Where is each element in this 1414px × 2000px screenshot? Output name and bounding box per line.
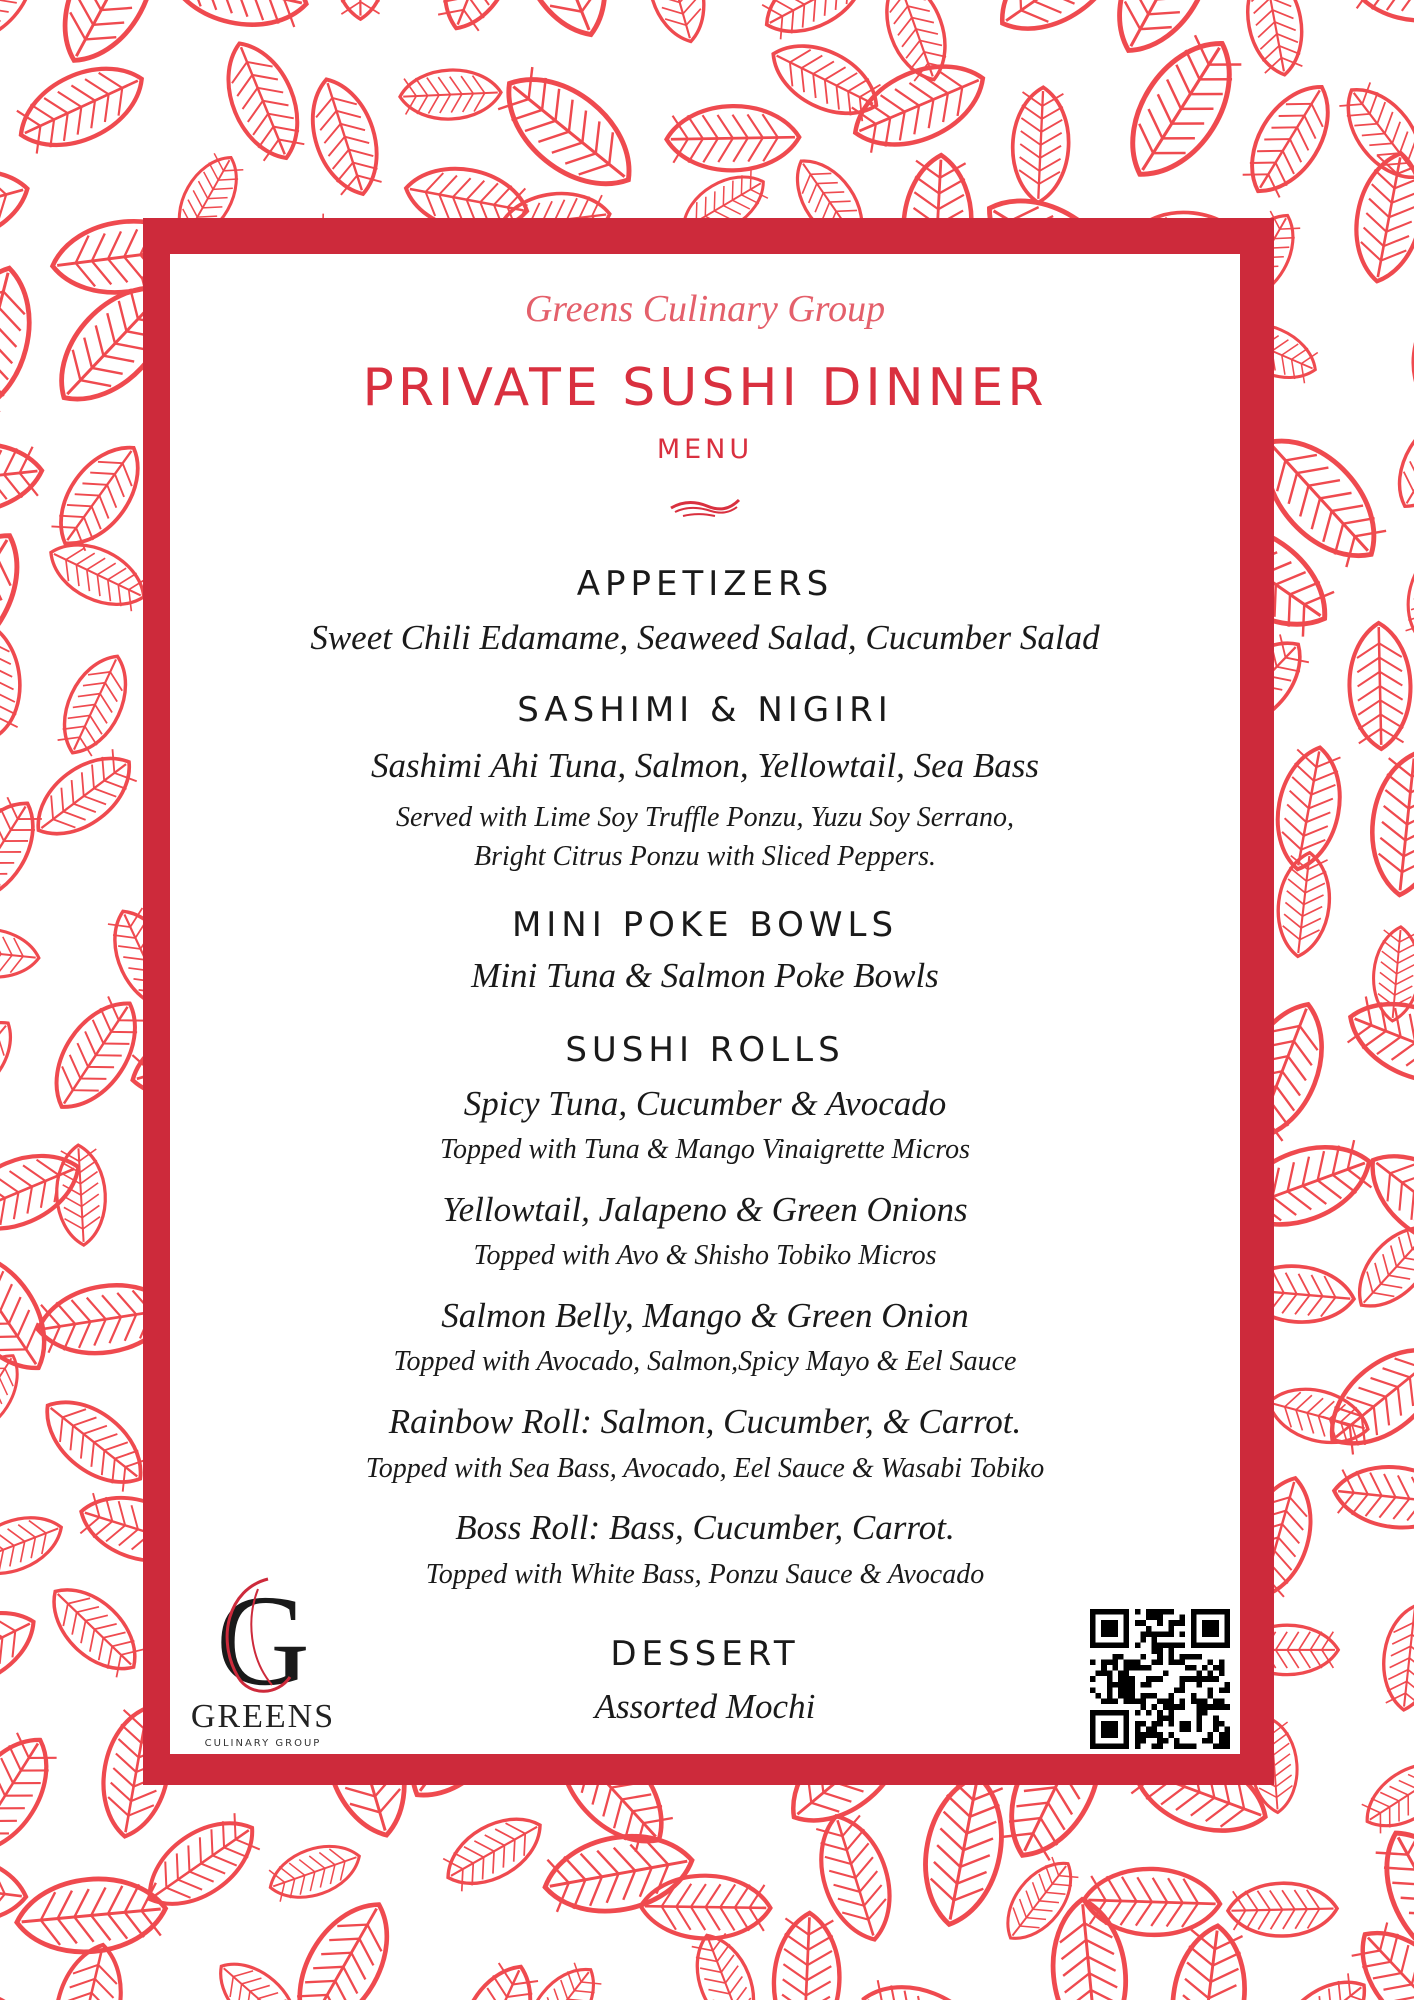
roll-name: Yellowtail, Jalapeno & Green Onions — [442, 1190, 968, 1229]
menu-item: Sweet Chili Edamame, Seaweed Salad, Cucumber Salad — [310, 618, 1100, 657]
logo-tagline: CULINARY GROUP — [204, 1738, 322, 1749]
section-heading-poke: MINI POKE BOWLS — [511, 905, 899, 945]
leaf-motif — [49, 645, 141, 763]
leaf-motif — [1383, 402, 1414, 519]
leaf-motif — [299, 71, 391, 203]
leaf-motif — [263, 1835, 367, 1909]
menu-item: Assorted Mochi — [594, 1687, 816, 1726]
leaf-motif — [852, 1970, 994, 2000]
leaf-motif — [0, 1723, 67, 1869]
leaf-motif — [993, 1850, 1086, 1952]
leaf-motif — [1233, 72, 1347, 207]
leaf-motif — [0, 437, 46, 519]
leaf-motif — [7, 50, 155, 164]
roll-topping: Topped with Avocado, Salmon,Spicy Mayo & Eel Sauce — [393, 1346, 1017, 1377]
menu-subtitle: MENU — [656, 434, 754, 465]
brand-name: Greens Culinary Group — [524, 288, 886, 330]
menu-item: Sashimi Ahi Tuna, Salmon, Yellowtail, Sea Bass — [370, 746, 1039, 785]
leaf-motif — [1343, 1211, 1414, 1322]
leaf-motif — [0, 0, 50, 57]
leaf-motif — [0, 1990, 21, 2000]
leaf-motif — [1227, 1882, 1337, 1937]
menu-card — [170, 254, 1240, 1754]
leaf-motif — [399, 68, 502, 121]
leaf-motif — [0, 1594, 47, 1705]
leaf-motif — [1370, 925, 1414, 1023]
leaf-motif — [1083, 1867, 1221, 1937]
leaf-motif — [37, 1572, 152, 1686]
leaf-motif — [983, 0, 1138, 51]
leaf-motif — [0, 1235, 66, 1387]
leaf-motif — [133, 1803, 270, 1924]
leaf-motif — [212, 32, 314, 169]
menu-item-note: Bright Citrus Ponzu with Sliced Peppers. — [474, 841, 936, 872]
leaf-motif — [1379, 1603, 1414, 1712]
leaf-motif — [0, 1848, 30, 1928]
leaf-motif — [22, 740, 146, 852]
roll-name: Salmon Belly, Mango & Green Onion — [441, 1296, 969, 1335]
leaf-motif — [499, 0, 625, 48]
leaf-motif — [1263, 1965, 1380, 2000]
leaf-motif — [754, 0, 877, 48]
menu-item: Mini Tuna & Salmon Poke Bowls — [471, 956, 939, 995]
leaf-motif — [206, 1948, 311, 2000]
roll-topping: Topped with Tuna & Mango Vinaigrette Micros — [440, 1134, 970, 1165]
leaf-motif — [0, 157, 36, 257]
section-heading-sashimi: SASHIMI & NIGIRI — [517, 690, 893, 730]
leaf-motif — [30, 1383, 158, 1501]
logo-wordmark: GREENS — [190, 1698, 336, 1735]
flourish-ornament-icon — [669, 492, 741, 522]
leaf-motif — [334, 0, 387, 19]
leaf-motif — [1354, 1749, 1414, 1842]
leaf-motif — [0, 39, 7, 147]
leaf-motif — [0, 789, 51, 916]
leaf-motif — [443, 1954, 547, 2000]
qr-code-icon[interactable] — [1090, 1609, 1230, 1749]
leaf-motif — [1346, 147, 1414, 287]
leaf-motif — [0, 1008, 27, 1116]
leaf-motif — [1312, 1328, 1414, 1466]
leaf-motif — [638, 0, 715, 48]
leaf-motif — [429, 0, 530, 39]
roll-name: Rainbow Roll: Salmon, Cucumber, & Carrot. — [388, 1402, 1022, 1441]
leaf-motif — [1403, 287, 1414, 414]
leaf-motif — [771, 1911, 842, 2000]
roll-name: Boss Roll: Bass, Cucumber, Carrot. — [455, 1508, 955, 1547]
menu-item-note: Served with Lime Soy Truffle Ponzu, Yuzu Soy Serrano, — [395, 802, 1015, 833]
leaf-motif — [278, 1887, 409, 2000]
leaf-motif — [43, 0, 176, 77]
leaf-motif — [14, 1873, 169, 1959]
leaf-motif — [0, 620, 25, 737]
leaf-motif — [40, 530, 154, 619]
leaf-motif — [666, 105, 800, 171]
leaf-motif — [1273, 850, 1335, 959]
leaf-motif — [0, 925, 41, 982]
leaf-motif — [1350, 0, 1414, 24]
roll-topping: Topped with White Bass, Ponzu Sauce & Avocado — [425, 1559, 985, 1590]
roll-topping: Topped with Avo & Shisho Tobiko Micros — [473, 1240, 937, 1271]
section-heading-dessert: DESSERT — [610, 1634, 800, 1674]
section-heading-appetizers: APPETIZERS — [576, 564, 834, 604]
leaf-motif — [1331, 1461, 1414, 1534]
leaf-motif — [435, 1803, 552, 1900]
leaf-motif — [842, 47, 996, 163]
leaf-motif — [1010, 86, 1071, 204]
roll-topping: Topped with Sea Bass, Avocado, Eel Sauce & Wasabi Tobiko — [365, 1453, 1045, 1484]
leaf-motif — [913, 1769, 1013, 1931]
leaf-motif — [42, 431, 157, 560]
leaf-motif — [0, 259, 44, 421]
leaf-motif — [1239, 0, 1310, 80]
leaf-motif — [161, 0, 314, 37]
leaf-motif — [1365, 750, 1414, 898]
leaf-motif — [539, 1825, 699, 1923]
leaf-motif — [1348, 622, 1412, 749]
leaf-motif — [0, 1504, 70, 1586]
menu-title: PRIVATE SUSHI DINNER — [362, 358, 1048, 418]
leaf-motif — [1398, 541, 1414, 646]
section-heading-sushi-rolls: SUSHI ROLLS — [565, 1030, 845, 1070]
leaf-motif — [761, 29, 889, 130]
svg-text:G: G — [216, 1569, 310, 1713]
leaf-motif — [0, 516, 41, 685]
leaf-motif — [1338, 986, 1414, 1100]
roll-name: Spicy Tuna, Cucumber & Avocado — [463, 1084, 947, 1123]
leaf-motif — [37, 987, 155, 1123]
